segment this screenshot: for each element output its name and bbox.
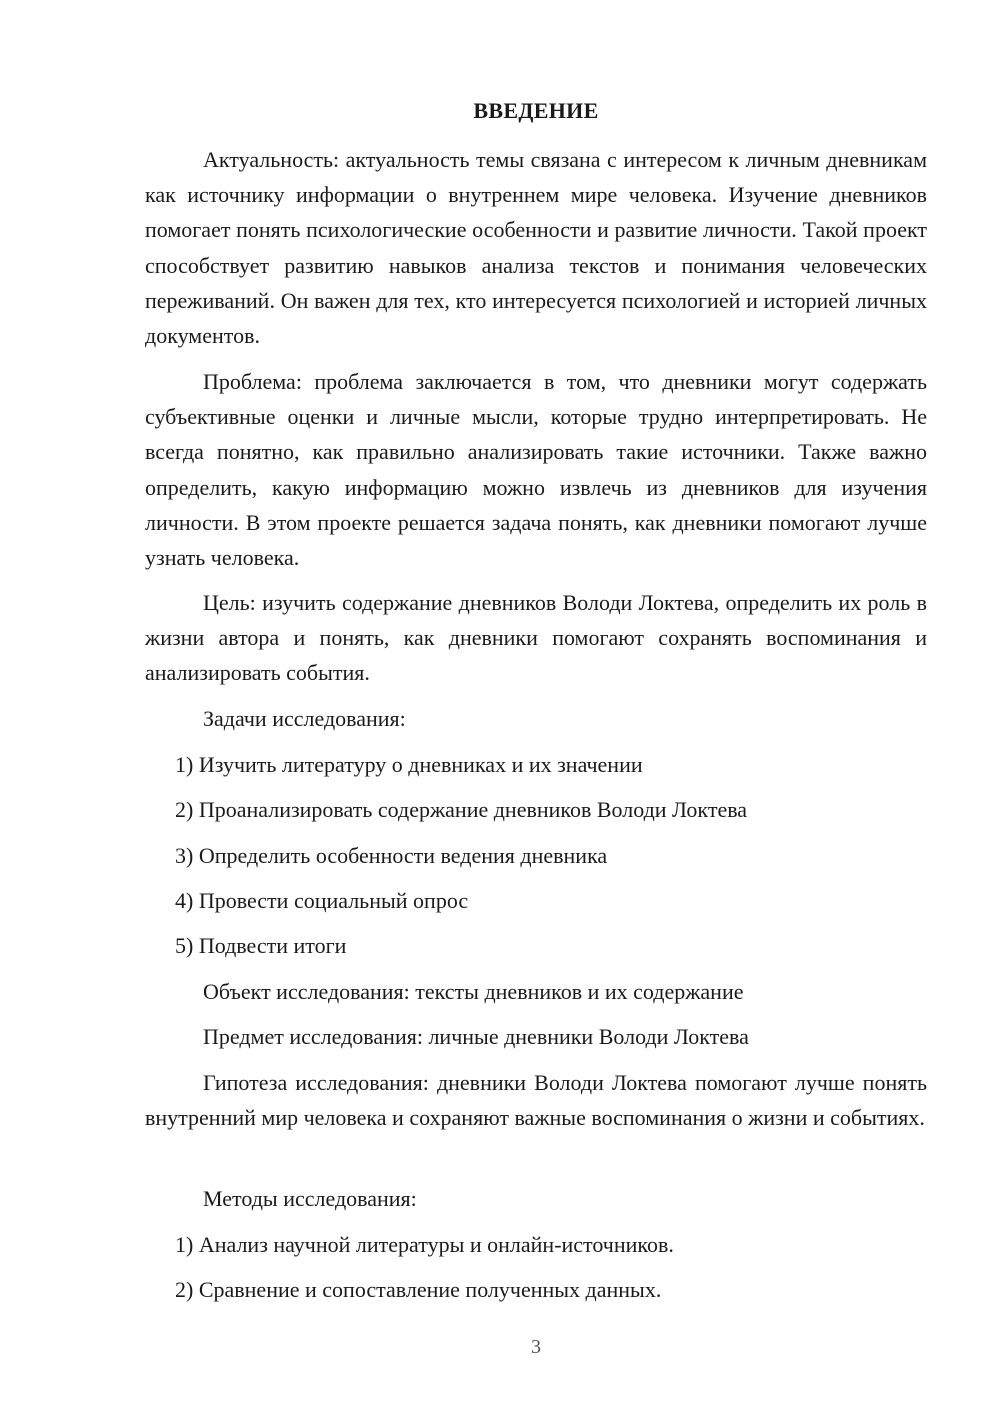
page-number: 3 xyxy=(531,1336,541,1358)
methods-heading: Методы исследования: xyxy=(203,1186,417,1211)
page-title: ВВЕДЕНИЕ xyxy=(473,98,599,123)
tasks-heading: Задачи исследования: xyxy=(203,706,406,731)
method-item: 2) Сравнение и сопоставление полученных данных. xyxy=(175,1277,662,1302)
task-item: 2) Проанализировать содержание дневников Володи Локтева xyxy=(175,797,748,822)
method-item: 1) Анализ научной литературы и онлайн-источников. xyxy=(175,1232,674,1257)
relevance-paragraph: Актуальность: актуальность темы связана с интересом к личным дневникам как источнику информации о внутреннем мире человека. Изучение дневников помогает понять психологические особенности и развитие личности. Такой проект способствует развитию навыков анализа текстов и понимания человеческих переживаний. Он важен для тех, кто интересуется психологией и историей личных документов. xyxy=(145,147,927,349)
research-object: Объект исследования: тексты дневников и их содержание xyxy=(203,979,744,1004)
hypothesis-paragraph: Гипотеза исследования: дневники Володи Локтева помогают лучше понять внутренний мир человека и сохраняют важные воспоминания о жизни и событиях. xyxy=(145,1070,927,1131)
task-item: 5) Подвести итоги xyxy=(175,933,347,958)
task-item: 4) Провести социальный опрос xyxy=(175,888,469,913)
problem-paragraph: Проблема: проблема заключается в том, что дневники могут содержать субъективные оценки и личные мысли, которые трудно интерпретировать. Не всегда понятно, как правильно анализировать такие источники. Также важно определить, какую информацию можно извлечь из дневников для изучения личности. В этом проекте решается задача понять, как дневники помогают лучше узнать человека. xyxy=(145,369,927,571)
research-subject: Предмет исследования: личные дневники Володи Локтева xyxy=(203,1024,749,1049)
task-item: 1) Изучить литературу о дневниках и их значении xyxy=(175,752,643,777)
goal-paragraph: Цель: изучить содержание дневников Володи Локтева, определить их роль в жизни автора и понять, как дневники помогают сохранять воспоминания и анализировать события. xyxy=(145,590,927,686)
task-item: 3) Определить особенности ведения дневника xyxy=(175,843,608,868)
